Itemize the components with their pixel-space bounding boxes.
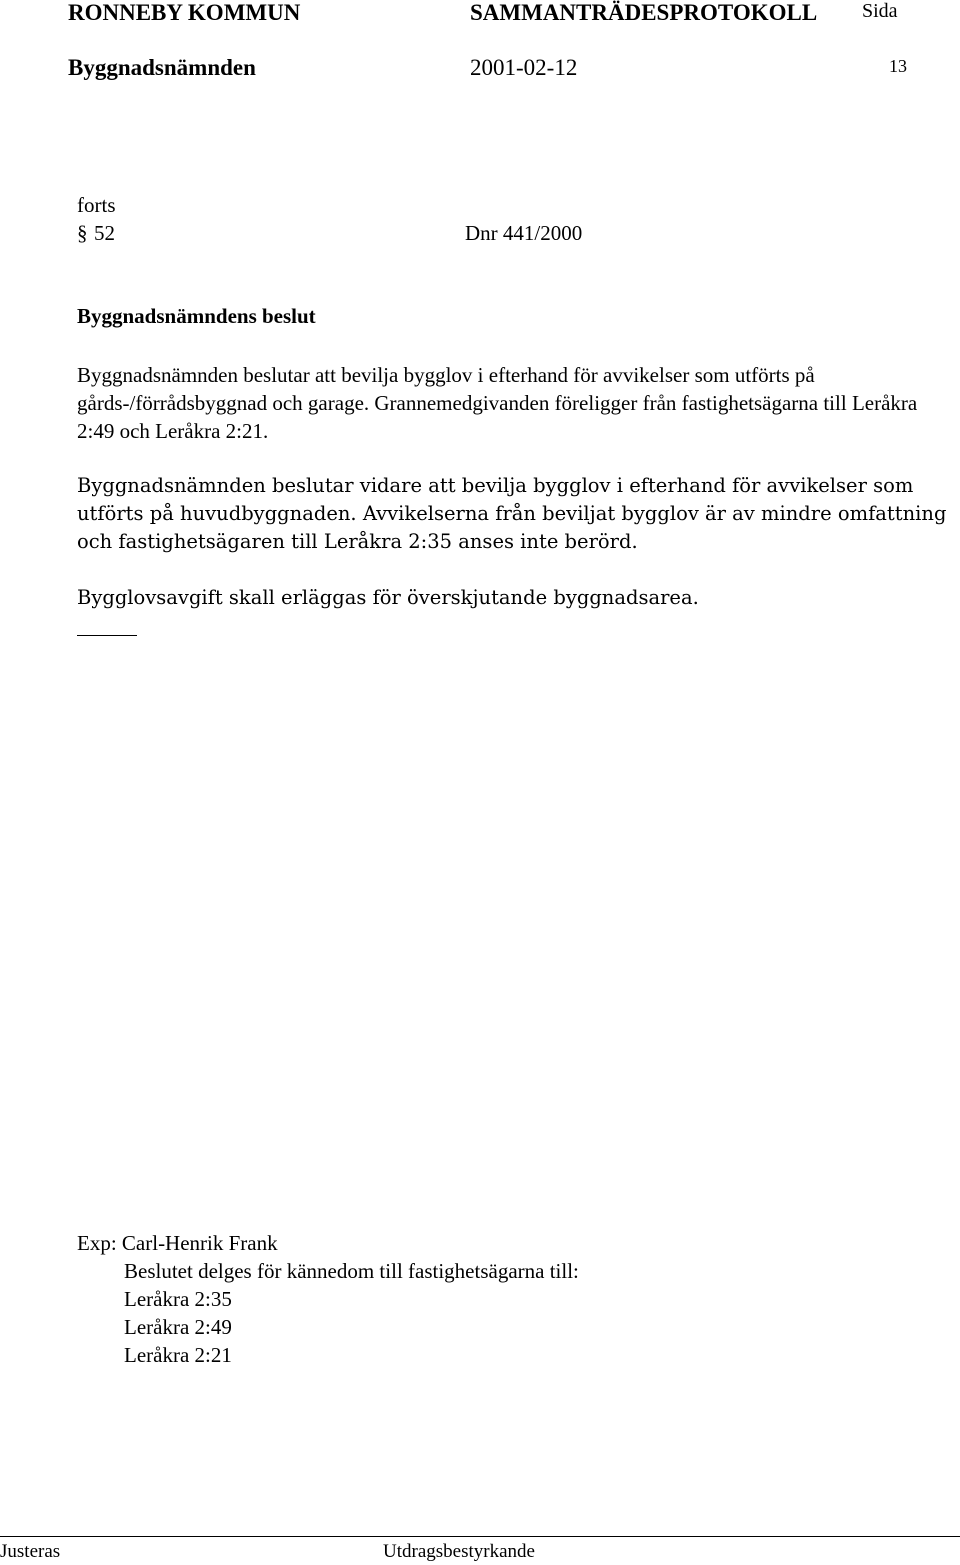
org-name: RONNEBY KOMMUN [68,0,301,25]
footer-utdragsbestyrkande: Utdragsbestyrkande [383,1541,535,1562]
footer-rule [0,1536,960,1537]
fee-statement: Bygglovsavgift skall erläggas för överskjutande byggnadsarea. [77,586,699,609]
decision-text-2: Byggnadsnämnden beslutar vidare att bevilja bygglov i efterhand för avvikelser som utförts på huvudbyggnaden. Avvikelserna från beviljat bygglov är av mindre omfattning och fastighetsägaren till Leråkra 2:35 anses inte berörd. [77,474,947,553]
page-label: Sida [862,0,898,22]
document-type: SAMMANTRÄDESPROTOKOLL [470,0,818,25]
diary-number: Dnr 441/2000 [465,221,583,245]
decision-text-1: Byggnadsnämnden beslutar att bevilja bygglov i efterhand för avvikelser som utförts på gårds-/förrådsbyggnad och garage. Grannemedgivanden föreligger från fastighetsägarna till Leråkra 2:49 och Leråkra 2:21. [77,363,918,443]
continuation-label: forts [77,193,116,217]
recipient-item: Leråkra 2:21 [124,1343,232,1367]
recipient-item: Leråkra 2:49 [124,1315,232,1339]
decision-heading: Byggnadsnämndens beslut [77,304,316,328]
page-number: 13 [889,56,907,76]
decision-paragraph-1 [77,361,952,445]
recipient-item: Leråkra 2:35 [124,1287,232,1311]
end-rule [77,635,137,636]
board-name: Byggnadsnämnden [68,55,256,80]
expedition-line: Exp: Carl-Henrik Frank [77,1231,278,1255]
meeting-date: 2001-02-12 [470,55,578,80]
paragraph-number: 52 [94,221,115,245]
paragraph-sign: § [77,221,88,245]
decision-paragraph-2 [77,472,952,556]
notice-line: Beslutet delges för kännedom till fastighetsägarna till: [124,1259,579,1283]
footer-justeras: Justeras [0,1541,61,1562]
